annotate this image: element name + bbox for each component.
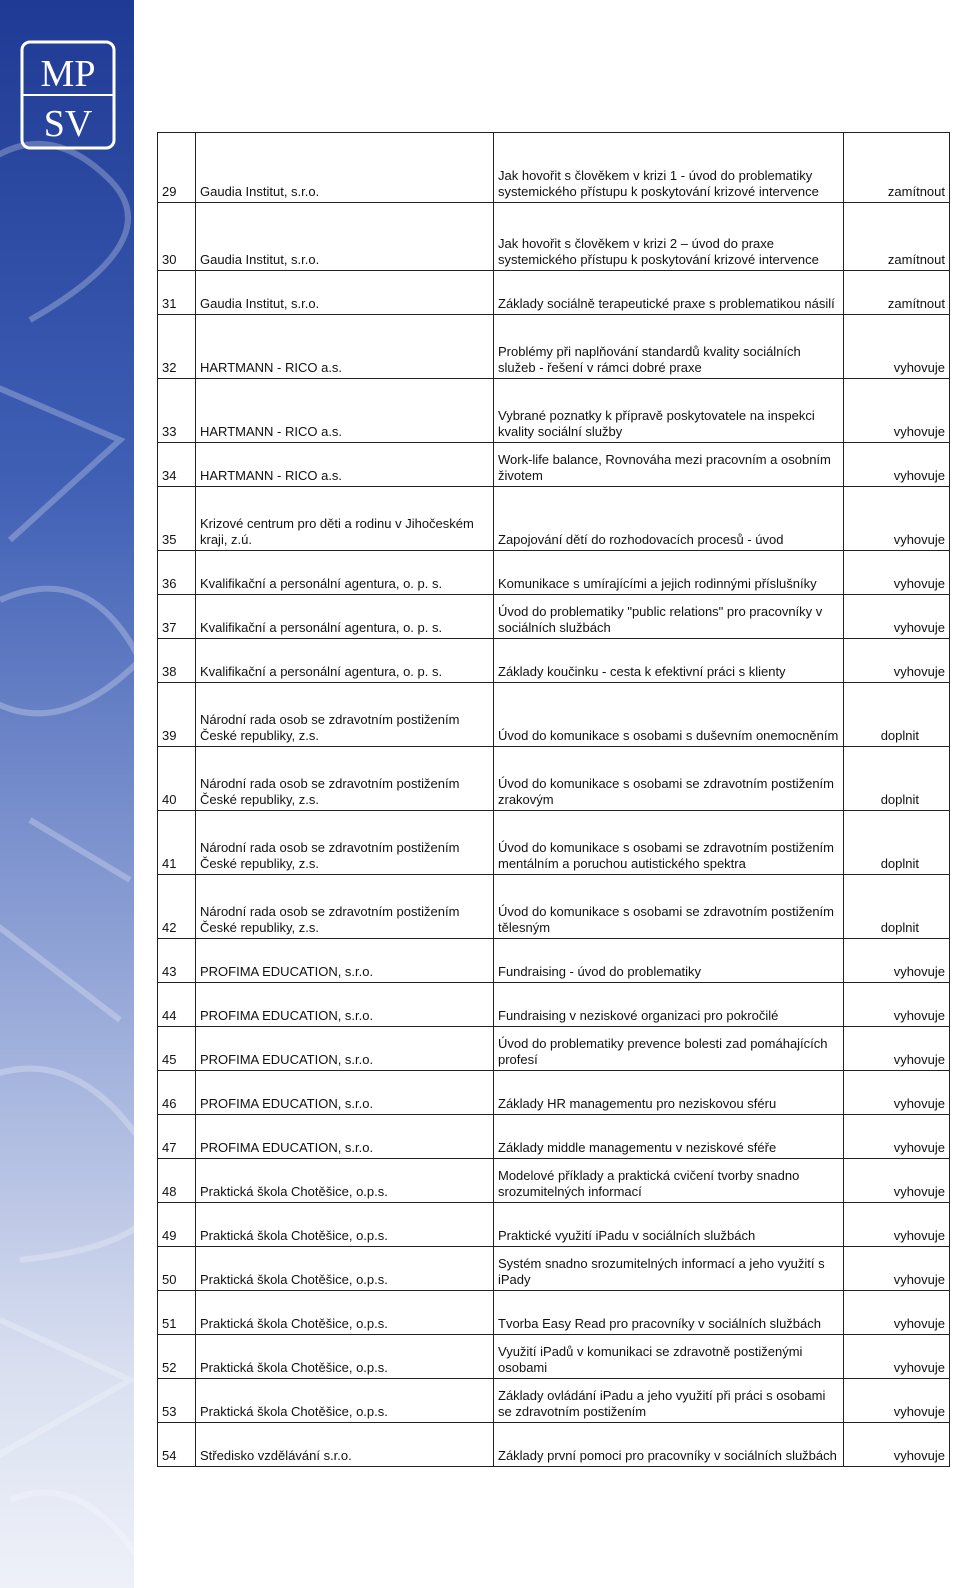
organization-cell: Krizové centrum pro děti a rodinu v Jihočeském kraji, z.ú. bbox=[196, 487, 494, 551]
course-title-cell: Základy první pomoci pro pracovníky v sociálních službách bbox=[494, 1423, 844, 1467]
row-number: 51 bbox=[158, 1291, 196, 1335]
organization-cell: PROFIMA EDUCATION, s.r.o. bbox=[196, 1027, 494, 1071]
organization-cell: Praktická škola Chotěšice, o.p.s. bbox=[196, 1203, 494, 1247]
status-cell: vyhovuje bbox=[844, 639, 950, 683]
organization-cell: Praktická škola Chotěšice, o.p.s. bbox=[196, 1159, 494, 1203]
status-cell: vyhovuje bbox=[844, 1071, 950, 1115]
table-row bbox=[158, 811, 950, 875]
course-title-cell: Vybrané poznatky k přípravě poskytovatele na inspekci kvality sociální služby bbox=[494, 379, 844, 443]
course-title-cell: Jak hovořit s člověkem v krizi 1 - úvod do problematiky systemického přístupu k poskytování krizové intervence bbox=[494, 133, 844, 203]
status-cell: zamítnout bbox=[844, 203, 950, 271]
course-title-cell: Jak hovořit s člověkem v krizi 2 – úvod do praxe systemického přístupu k poskytování krizové intervence bbox=[494, 203, 844, 271]
course-title-cell: Komunikace s umírajícími a jejich rodinnými příslušníky bbox=[494, 551, 844, 595]
row-number: 39 bbox=[158, 683, 196, 747]
table-row bbox=[158, 1423, 950, 1467]
row-number: 46 bbox=[158, 1071, 196, 1115]
table-row bbox=[158, 1379, 950, 1423]
status-cell: vyhovuje bbox=[844, 1335, 950, 1379]
organization-cell: Gaudia Institut, s.r.o. bbox=[196, 133, 494, 203]
table-row bbox=[158, 639, 950, 683]
row-number: 44 bbox=[158, 983, 196, 1027]
row-number: 41 bbox=[158, 811, 196, 875]
table-row bbox=[158, 595, 950, 639]
row-number: 34 bbox=[158, 443, 196, 487]
row-number: 45 bbox=[158, 1027, 196, 1071]
organization-cell: HARTMANN - RICO a.s. bbox=[196, 315, 494, 379]
organization-cell: HARTMANN - RICO a.s. bbox=[196, 443, 494, 487]
row-number: 40 bbox=[158, 747, 196, 811]
status-cell: zamítnout bbox=[844, 133, 950, 203]
mpsv-logo bbox=[20, 40, 116, 150]
table-row bbox=[158, 487, 950, 551]
row-number: 29 bbox=[158, 133, 196, 203]
courses-table-container bbox=[157, 132, 949, 1467]
course-title-cell: Základy sociálně terapeutické praxe s problematikou násilí bbox=[494, 271, 844, 315]
row-number: 38 bbox=[158, 639, 196, 683]
organization-cell: Gaudia Institut, s.r.o. bbox=[196, 203, 494, 271]
row-number: 31 bbox=[158, 271, 196, 315]
table-row bbox=[158, 747, 950, 811]
status-cell: vyhovuje bbox=[844, 595, 950, 639]
course-title-cell: Systém snadno srozumitelných informací a jeho využití s iPady bbox=[494, 1247, 844, 1291]
row-number: 37 bbox=[158, 595, 196, 639]
row-number: 35 bbox=[158, 487, 196, 551]
course-title-cell: Základy ovládání iPadu a jeho využití při práci s osobami se zdravotním postižením bbox=[494, 1379, 844, 1423]
table-row bbox=[158, 203, 950, 271]
status-cell: vyhovuje bbox=[844, 379, 950, 443]
course-title-cell: Praktické využití iPadu v sociálních službách bbox=[494, 1203, 844, 1247]
row-number: 48 bbox=[158, 1159, 196, 1203]
status-cell: vyhovuje bbox=[844, 315, 950, 379]
row-number: 43 bbox=[158, 939, 196, 983]
course-title-cell: Fundraising v neziskové organizaci pro pokročilé bbox=[494, 983, 844, 1027]
table-row bbox=[158, 1291, 950, 1335]
table-row bbox=[158, 1027, 950, 1071]
row-number: 36 bbox=[158, 551, 196, 595]
status-cell: vyhovuje bbox=[844, 1027, 950, 1071]
status-cell: vyhovuje bbox=[844, 1247, 950, 1291]
status-cell: vyhovuje bbox=[844, 1203, 950, 1247]
table-row bbox=[158, 1071, 950, 1115]
course-title-cell: Základy HR managementu pro neziskovou sféru bbox=[494, 1071, 844, 1115]
table-row bbox=[158, 133, 950, 203]
course-title-cell: Využití iPadů v komunikaci se zdravotně postiženými osobami bbox=[494, 1335, 844, 1379]
organization-cell: Kvalifikační a personální agentura, o. p. s. bbox=[196, 551, 494, 595]
course-title-cell: Modelové příklady a praktická cvičení tvorby snadno srozumitelných informací bbox=[494, 1159, 844, 1203]
course-title-cell: Úvod do komunikace s osobami se zdravotním postižením mentálním a poruchou autistického spektra bbox=[494, 811, 844, 875]
table-row bbox=[158, 1335, 950, 1379]
organization-cell: Praktická škola Chotěšice, o.p.s. bbox=[196, 1247, 494, 1291]
organization-cell: Praktická škola Chotěšice, o.p.s. bbox=[196, 1335, 494, 1379]
status-cell: vyhovuje bbox=[844, 551, 950, 595]
status-cell: doplnit bbox=[844, 747, 950, 811]
course-title-cell: Tvorba Easy Read pro pracovníky v sociálních službách bbox=[494, 1291, 844, 1335]
course-title-cell: Úvod do komunikace s osobami se zdravotním postižením tělesným bbox=[494, 875, 844, 939]
status-cell: vyhovuje bbox=[844, 1291, 950, 1335]
organization-cell: Praktická škola Chotěšice, o.p.s. bbox=[196, 1379, 494, 1423]
course-title-cell: Problémy při naplňování standardů kvality sociálních služeb - řešení v rámci dobré praxe bbox=[494, 315, 844, 379]
row-number: 42 bbox=[158, 875, 196, 939]
course-title-cell: Úvod do komunikace s osobami se zdravotním postižením zrakovým bbox=[494, 747, 844, 811]
course-title-cell: Work-life balance, Rovnováha mezi pracovním a osobním životem bbox=[494, 443, 844, 487]
table-row bbox=[158, 271, 950, 315]
table-row bbox=[158, 551, 950, 595]
organization-cell: PROFIMA EDUCATION, s.r.o. bbox=[196, 939, 494, 983]
organization-cell: PROFIMA EDUCATION, s.r.o. bbox=[196, 1115, 494, 1159]
organization-cell: Kvalifikační a personální agentura, o. p. s. bbox=[196, 595, 494, 639]
status-cell: doplnit bbox=[844, 875, 950, 939]
course-title-cell: Základy koučinku - cesta k efektivní práci s klienty bbox=[494, 639, 844, 683]
logo-text-top: MP bbox=[40, 53, 96, 95]
table-row bbox=[158, 939, 950, 983]
row-number: 47 bbox=[158, 1115, 196, 1159]
letter-watermark bbox=[0, 120, 134, 1580]
organization-cell: Středisko vzdělávání s.r.o. bbox=[196, 1423, 494, 1467]
table-row bbox=[158, 1203, 950, 1247]
table-row bbox=[158, 1159, 950, 1203]
course-title-cell: Zapojování dětí do rozhodovacích procesů - úvod bbox=[494, 487, 844, 551]
course-title-cell: Fundraising - úvod do problematiky bbox=[494, 939, 844, 983]
organization-cell: PROFIMA EDUCATION, s.r.o. bbox=[196, 1071, 494, 1115]
row-number: 49 bbox=[158, 1203, 196, 1247]
table-row bbox=[158, 1247, 950, 1291]
organization-cell: Národní rada osob se zdravotním postižením České republiky, z.s. bbox=[196, 875, 494, 939]
row-number: 33 bbox=[158, 379, 196, 443]
course-title-cell: Úvod do komunikace s osobami s duševním onemocněním bbox=[494, 683, 844, 747]
organization-cell: Praktická škola Chotěšice, o.p.s. bbox=[196, 1291, 494, 1335]
table-row bbox=[158, 1115, 950, 1159]
organization-cell: PROFIMA EDUCATION, s.r.o. bbox=[196, 983, 494, 1027]
organization-cell: Národní rada osob se zdravotním postižením České republiky, z.s. bbox=[196, 747, 494, 811]
row-number: 50 bbox=[158, 1247, 196, 1291]
status-cell: vyhovuje bbox=[844, 939, 950, 983]
organization-cell: Gaudia Institut, s.r.o. bbox=[196, 271, 494, 315]
courses-table bbox=[157, 132, 950, 1467]
row-number: 54 bbox=[158, 1423, 196, 1467]
table-row bbox=[158, 683, 950, 747]
status-cell: zamítnout bbox=[844, 271, 950, 315]
organization-cell: Kvalifikační a personální agentura, o. p. s. bbox=[196, 639, 494, 683]
row-number: 30 bbox=[158, 203, 196, 271]
status-cell: vyhovuje bbox=[844, 1379, 950, 1423]
course-title-cell: Úvod do problematiky prevence bolesti zad pomáhajících profesí bbox=[494, 1027, 844, 1071]
organization-cell: Národní rada osob se zdravotním postižením České republiky, z.s. bbox=[196, 683, 494, 747]
status-cell: vyhovuje bbox=[844, 1423, 950, 1467]
status-cell: vyhovuje bbox=[844, 487, 950, 551]
side-decorative-strip bbox=[0, 0, 134, 1588]
organization-cell: HARTMANN - RICO a.s. bbox=[196, 379, 494, 443]
table-row bbox=[158, 875, 950, 939]
row-number: 53 bbox=[158, 1379, 196, 1423]
row-number: 52 bbox=[158, 1335, 196, 1379]
organization-cell: Národní rada osob se zdravotním postižením České republiky, z.s. bbox=[196, 811, 494, 875]
course-title-cell: Základy middle managementu v neziskové sféře bbox=[494, 1115, 844, 1159]
status-cell: doplnit bbox=[844, 811, 950, 875]
table-row bbox=[158, 379, 950, 443]
status-cell: vyhovuje bbox=[844, 983, 950, 1027]
table-row bbox=[158, 443, 950, 487]
status-cell: vyhovuje bbox=[844, 1159, 950, 1203]
table-row bbox=[158, 983, 950, 1027]
status-cell: vyhovuje bbox=[844, 1115, 950, 1159]
table-row bbox=[158, 315, 950, 379]
course-title-cell: Úvod do problematiky "public relations" pro pracovníky v sociálních službách bbox=[494, 595, 844, 639]
status-cell: vyhovuje bbox=[844, 443, 950, 487]
row-number: 32 bbox=[158, 315, 196, 379]
status-cell: doplnit bbox=[844, 683, 950, 747]
logo-text-bottom: SV bbox=[43, 103, 93, 145]
